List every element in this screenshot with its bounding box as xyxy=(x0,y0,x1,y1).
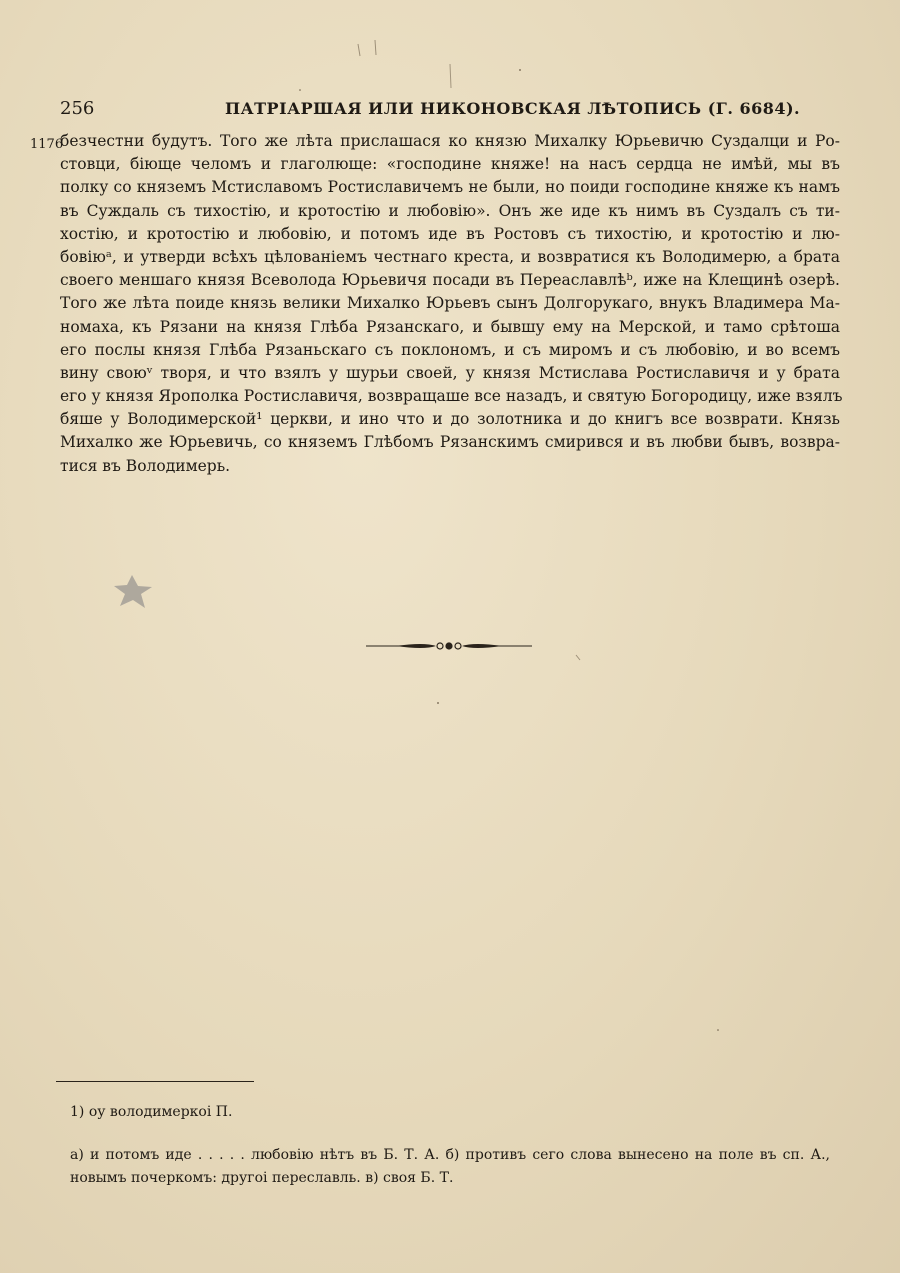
text-line: полку со княземъ Мстиславомъ Ростиславичемъ не были, но поиди господине княже къ намъ xyxy=(60,178,840,197)
running-title: ПАТРІАРШАЯ ИЛИ НИКОНОВСКАЯ ЛѢТОПИСЬ (Г. 6684). xyxy=(225,99,801,118)
chronicle-text xyxy=(60,130,843,478)
text-line: безчестни будутъ. Того же лѣта прислашася ко князю Михалку Юрьевичю Суздалци и Ро- xyxy=(60,132,840,150)
text-line: стовци, біюще челомъ и глаголюще: «господине княже! на насъ сердца не имѣй, мы въ xyxy=(60,155,840,174)
text-line: его у князя Ярополка Ростиславичя, возвращаше все назадъ, и святую Богородицу, иже взялъ xyxy=(60,387,843,406)
text-line: въ Суждаль съ тихостію, и кротостію и любовію». Онъ же иде къ нимъ въ Суздалъ съ ти- xyxy=(60,201,840,220)
variant-line: новымъ почеркомъ: другоі переславль. в) своя Б. Т. xyxy=(70,1170,454,1186)
text-line: Михалко же Юрьевичь, со княземъ Глѣбомъ Рязанскимъ смирився и въ любви бывъ, возвра- xyxy=(60,433,840,452)
footnote-rule xyxy=(56,1081,254,1082)
star-stain-icon xyxy=(112,573,156,611)
text-line: своего меншаго князя Всеволода Юрьевичя посади въ Переаславлѣᵇ, иже на Клещинѣ озерѣ. xyxy=(60,271,840,290)
variant-readings xyxy=(70,1144,830,1190)
page-number: 256 xyxy=(60,98,95,119)
text-line: его послы князя Глѣба Рязаньскаго съ поклономъ, и съ миромъ и съ любовію, и во всемъ xyxy=(60,340,840,359)
text-line: бяше у Володимерской¹ церкви, и ино что и до золотника и до книгъ все возврати. Князь xyxy=(60,410,840,429)
variant-line: а) и потомъ иде . . . . . любовію нѣтъ въ Б. Т. А. б) противъ сего слова вынесено на поле въ сп. А., xyxy=(70,1147,830,1163)
text-line: номаха, къ Рязани на князя Глѣба Рязанскаго, и бывшу ему на Мерской, и тамо срѣтоша xyxy=(60,317,840,336)
text-line: тися въ Володимерь. xyxy=(60,456,231,475)
footnote-1: 1) оу володимеркоі П. xyxy=(70,1104,233,1120)
text-line: хостію, и кротостію и любовію, и потомъ иде въ Ростовъ съ тихостію, и кротостію и лю- xyxy=(60,224,840,243)
ornament-divider xyxy=(366,639,532,653)
text-line: бовіюᵃ, и утверди всѣхъ цѣлованіемъ честнаго креста, и возвратися къ Володимерю, а брата xyxy=(60,247,840,266)
text-line: вину своюᵛ творя, и что взялъ у шурьи своей, у князя Мстислава Ростиславичя и у брата xyxy=(60,363,840,382)
text-line: Того же лѣта поиде князь велики Михалко Юрьевъ сынъ Долгорукаго, внукъ Владимера Ма- xyxy=(60,294,840,313)
margin-year: 1176 xyxy=(30,137,64,152)
